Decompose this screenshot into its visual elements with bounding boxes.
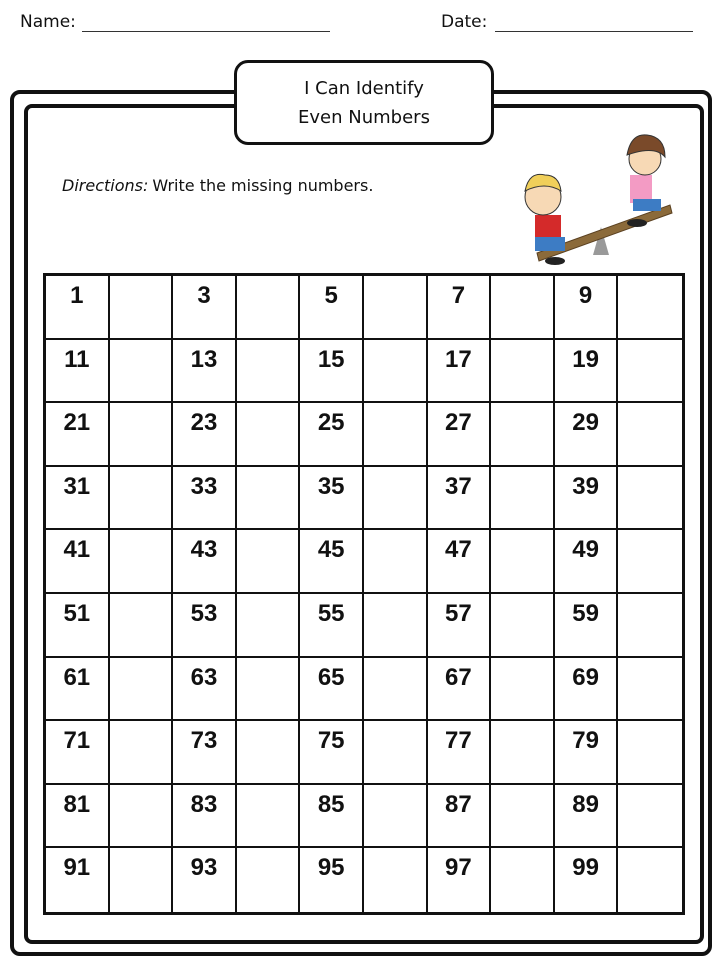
number-cell: 67 <box>428 658 492 722</box>
number-cell: 13 <box>173 340 237 404</box>
blank-cell[interactable] <box>618 276 682 340</box>
blank-cell[interactable] <box>618 848 682 912</box>
number-cell: 35 <box>300 467 364 531</box>
blank-cell[interactable] <box>110 594 174 658</box>
blank-cell[interactable] <box>237 340 301 404</box>
number-cell: 65 <box>300 658 364 722</box>
blank-cell[interactable] <box>110 785 174 849</box>
blank-cell[interactable] <box>618 403 682 467</box>
number-cell: 5 <box>300 276 364 340</box>
directions <box>62 176 373 195</box>
number-cell: 79 <box>555 721 619 785</box>
blank-cell[interactable] <box>491 594 555 658</box>
number-cell: 19 <box>555 340 619 404</box>
blank-cell[interactable] <box>364 594 428 658</box>
number-cell: 63 <box>173 658 237 722</box>
blank-cell[interactable] <box>491 658 555 722</box>
blank-cell[interactable] <box>110 340 174 404</box>
blank-cell[interactable] <box>364 467 428 531</box>
number-cell: 73 <box>173 721 237 785</box>
number-cell: 55 <box>300 594 364 658</box>
number-cell: 31 <box>46 467 110 531</box>
blank-cell[interactable] <box>618 530 682 594</box>
number-cell: 53 <box>173 594 237 658</box>
blank-cell[interactable] <box>364 848 428 912</box>
number-cell: 17 <box>428 340 492 404</box>
number-cell: 45 <box>300 530 364 594</box>
title-line-1: I Can Identify <box>304 77 424 99</box>
blank-cell[interactable] <box>618 340 682 404</box>
blank-cell[interactable] <box>364 658 428 722</box>
blank-cell[interactable] <box>491 721 555 785</box>
blank-cell[interactable] <box>491 785 555 849</box>
blank-cell[interactable] <box>364 721 428 785</box>
number-cell: 15 <box>300 340 364 404</box>
number-cell: 75 <box>300 721 364 785</box>
number-cell: 91 <box>46 848 110 912</box>
blank-cell[interactable] <box>110 276 174 340</box>
blank-cell[interactable] <box>110 658 174 722</box>
number-cell: 33 <box>173 467 237 531</box>
directions-text: Write the missing numbers. <box>152 176 374 195</box>
blank-cell[interactable] <box>237 785 301 849</box>
blank-cell[interactable] <box>491 848 555 912</box>
blank-cell[interactable] <box>491 276 555 340</box>
number-grid <box>43 273 685 915</box>
number-cell: 11 <box>46 340 110 404</box>
blank-cell[interactable] <box>237 658 301 722</box>
number-cell: 77 <box>428 721 492 785</box>
number-cell: 69 <box>555 658 619 722</box>
blank-cell[interactable] <box>491 403 555 467</box>
name-label: Name: <box>20 12 76 32</box>
number-cell: 29 <box>555 403 619 467</box>
number-cell: 7 <box>428 276 492 340</box>
number-cell: 49 <box>555 530 619 594</box>
blank-cell[interactable] <box>110 467 174 531</box>
number-cell: 21 <box>46 403 110 467</box>
blank-cell[interactable] <box>237 594 301 658</box>
number-cell: 97 <box>428 848 492 912</box>
number-cell: 43 <box>173 530 237 594</box>
blank-cell[interactable] <box>618 785 682 849</box>
number-cell: 83 <box>173 785 237 849</box>
number-cell: 39 <box>555 467 619 531</box>
blank-cell[interactable] <box>237 276 301 340</box>
number-cell: 37 <box>428 467 492 531</box>
blank-cell[interactable] <box>618 467 682 531</box>
title-box <box>234 60 494 145</box>
name-field[interactable] <box>82 31 330 32</box>
blank-cell[interactable] <box>364 530 428 594</box>
blank-cell[interactable] <box>618 658 682 722</box>
blank-cell[interactable] <box>110 403 174 467</box>
blank-cell[interactable] <box>110 721 174 785</box>
number-cell: 81 <box>46 785 110 849</box>
blank-cell[interactable] <box>364 340 428 404</box>
number-cell: 87 <box>428 785 492 849</box>
seesaw-kids-illustration <box>515 125 680 265</box>
blank-cell[interactable] <box>491 467 555 531</box>
blank-cell[interactable] <box>364 276 428 340</box>
number-cell: 23 <box>173 403 237 467</box>
blank-cell[interactable] <box>491 530 555 594</box>
number-cell: 47 <box>428 530 492 594</box>
number-cell: 3 <box>173 276 237 340</box>
date-field[interactable] <box>495 31 693 32</box>
blank-cell[interactable] <box>237 848 301 912</box>
number-cell: 85 <box>300 785 364 849</box>
directions-label: Directions: <box>62 176 149 195</box>
blank-cell[interactable] <box>237 530 301 594</box>
blank-cell[interactable] <box>364 785 428 849</box>
number-cell: 95 <box>300 848 364 912</box>
number-cell: 51 <box>46 594 110 658</box>
blank-cell[interactable] <box>618 594 682 658</box>
number-cell: 41 <box>46 530 110 594</box>
number-cell: 27 <box>428 403 492 467</box>
number-cell: 89 <box>555 785 619 849</box>
blank-cell[interactable] <box>110 848 174 912</box>
number-cell: 71 <box>46 721 110 785</box>
number-cell: 25 <box>300 403 364 467</box>
number-cell: 59 <box>555 594 619 658</box>
number-cell: 99 <box>555 848 619 912</box>
blank-cell[interactable] <box>491 340 555 404</box>
number-cell: 9 <box>555 276 619 340</box>
number-cell: 57 <box>428 594 492 658</box>
blank-cell[interactable] <box>110 530 174 594</box>
blank-cell[interactable] <box>237 721 301 785</box>
blank-cell[interactable] <box>618 721 682 785</box>
number-cell: 61 <box>46 658 110 722</box>
blank-cell[interactable] <box>237 403 301 467</box>
blank-cell[interactable] <box>364 403 428 467</box>
title-line-2: Even Numbers <box>298 106 430 128</box>
date-label: Date: <box>441 12 488 32</box>
blank-cell[interactable] <box>237 467 301 531</box>
number-cell: 93 <box>173 848 237 912</box>
number-cell: 1 <box>46 276 110 340</box>
